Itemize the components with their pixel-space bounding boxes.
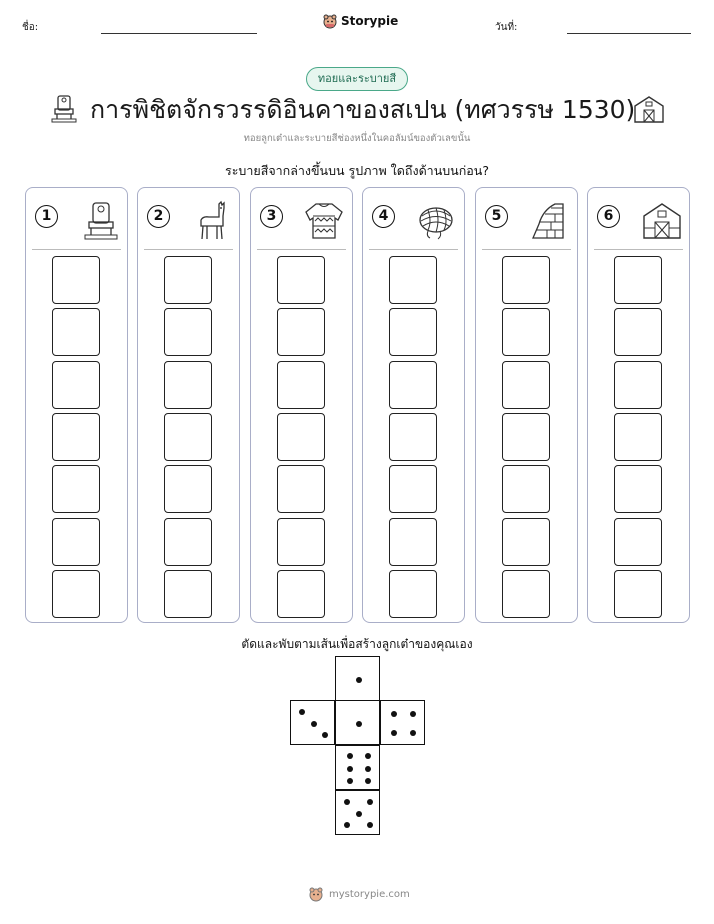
column-number: 2: [147, 205, 170, 228]
color-cell[interactable]: [389, 518, 437, 566]
die-face: [290, 700, 335, 745]
column-header: [372, 200, 458, 242]
color-cell[interactable]: [164, 570, 212, 618]
column-header: [485, 200, 571, 242]
name-label: ชื่อ:: [22, 22, 39, 33]
die-pip: [356, 811, 362, 817]
color-cell[interactable]: [52, 518, 100, 566]
die-pip: [344, 799, 350, 805]
die-pip: [391, 730, 397, 736]
storypie-mascot-icon: [322, 13, 338, 29]
die-pip: [311, 721, 317, 727]
color-cell[interactable]: [389, 465, 437, 513]
color-cell[interactable]: [502, 465, 550, 513]
color-cell[interactable]: [277, 465, 325, 513]
die-pip: [347, 766, 353, 772]
color-cell[interactable]: [52, 256, 100, 304]
date-line[interactable]: [567, 33, 691, 34]
die-face: [335, 745, 380, 790]
barn-icon: [641, 200, 683, 242]
brand-logo: [322, 13, 398, 29]
color-cell[interactable]: [277, 256, 325, 304]
column-1: [25, 187, 128, 623]
color-cell[interactable]: [164, 518, 212, 566]
color-cell[interactable]: [52, 413, 100, 461]
color-cell[interactable]: [502, 413, 550, 461]
column-number: 5: [485, 205, 508, 228]
color-cell[interactable]: [277, 518, 325, 566]
color-cell[interactable]: [389, 570, 437, 618]
color-cell[interactable]: [164, 361, 212, 409]
column-divider: [32, 249, 121, 250]
die-pip: [299, 709, 305, 715]
footer: [308, 886, 410, 902]
color-cell[interactable]: [164, 256, 212, 304]
throne-icon: [81, 200, 121, 242]
die-pip: [365, 753, 371, 759]
column-number: 4: [372, 205, 395, 228]
color-cell[interactable]: [614, 308, 662, 356]
name-line[interactable]: [101, 33, 257, 34]
column-header: [147, 200, 233, 242]
sweater-icon: [302, 200, 346, 242]
die-pip: [410, 711, 416, 717]
column-5: [475, 187, 578, 623]
die-face: [380, 700, 425, 745]
color-cell[interactable]: [614, 361, 662, 409]
color-cell[interactable]: [277, 413, 325, 461]
column-divider: [144, 249, 233, 250]
llama-icon: [193, 200, 233, 242]
column-2: [137, 187, 240, 623]
column-number: 3: [260, 205, 283, 228]
die-pip: [356, 677, 362, 683]
page-title: การพิชิตจักรวรรดิอินคาของสเปน (ทศวรรษ 1530): [90, 95, 636, 124]
activity-badge: ทอยและระบายสี: [306, 67, 408, 91]
die-pip: [322, 732, 328, 738]
column-divider: [257, 249, 346, 250]
die-pip: [365, 778, 371, 784]
column-divider: [594, 249, 683, 250]
stone-hut-icon: [529, 200, 571, 242]
subtitle: ทอยลูกเต๋าและระบายสีช่องหนึ่งในคอลัมน์ของตัวเลขนั้น: [243, 133, 471, 144]
color-cell[interactable]: [52, 361, 100, 409]
die-pip: [365, 766, 371, 772]
column-header: [260, 200, 346, 242]
color-cell[interactable]: [277, 361, 325, 409]
color-cell[interactable]: [52, 465, 100, 513]
die-face: [335, 790, 380, 835]
color-cell[interactable]: [502, 256, 550, 304]
die-pip: [344, 822, 350, 828]
color-cell[interactable]: [164, 413, 212, 461]
color-cell[interactable]: [502, 570, 550, 618]
die-face: [335, 656, 380, 701]
color-cell[interactable]: [614, 256, 662, 304]
color-cell[interactable]: [502, 361, 550, 409]
yarn-icon: [414, 200, 458, 242]
footer-url: mystorypie.com: [329, 888, 410, 900]
column-header: [597, 200, 683, 242]
column-divider: [369, 249, 458, 250]
date-label: วันที่:: [495, 22, 518, 33]
color-cell[interactable]: [389, 256, 437, 304]
color-cell[interactable]: [52, 570, 100, 618]
color-cell[interactable]: [52, 308, 100, 356]
column-6: [587, 187, 690, 623]
color-cell[interactable]: [614, 570, 662, 618]
die-pip: [347, 753, 353, 759]
barn-icon: [633, 94, 665, 124]
die-pip: [347, 778, 353, 784]
die-face: [335, 700, 380, 745]
color-cell[interactable]: [614, 518, 662, 566]
color-cell[interactable]: [614, 413, 662, 461]
color-cell[interactable]: [389, 413, 437, 461]
die-pip: [410, 730, 416, 736]
column-number: 6: [597, 205, 620, 228]
color-cell[interactable]: [502, 518, 550, 566]
question: ระบายสีจากล่างขึ้นบน รูปภาพ ใดถึงด้านบนก่อน?: [224, 163, 489, 178]
column-3: [250, 187, 353, 623]
die-pip: [367, 822, 373, 828]
color-cell[interactable]: [389, 361, 437, 409]
color-cell[interactable]: [277, 308, 325, 356]
die-pip: [391, 711, 397, 717]
brand-name: Storypie: [341, 14, 399, 28]
column-divider: [482, 249, 571, 250]
die-pip: [356, 721, 362, 727]
color-cell[interactable]: [389, 308, 437, 356]
storypie-mascot-icon: [308, 886, 324, 902]
column-header: [35, 200, 121, 242]
throne-icon: [50, 94, 78, 124]
column-4: [362, 187, 465, 623]
title-row: [0, 92, 714, 128]
color-cell[interactable]: [164, 465, 212, 513]
color-cell[interactable]: [277, 570, 325, 618]
color-cell[interactable]: [502, 308, 550, 356]
color-cell[interactable]: [164, 308, 212, 356]
cut-instruction: ตัดและพับตามเส้นเพื่อสร้างลูกเต๋าของคุณเอง: [241, 637, 473, 651]
die-pip: [367, 799, 373, 805]
column-number: 1: [35, 205, 58, 228]
color-cell[interactable]: [614, 465, 662, 513]
